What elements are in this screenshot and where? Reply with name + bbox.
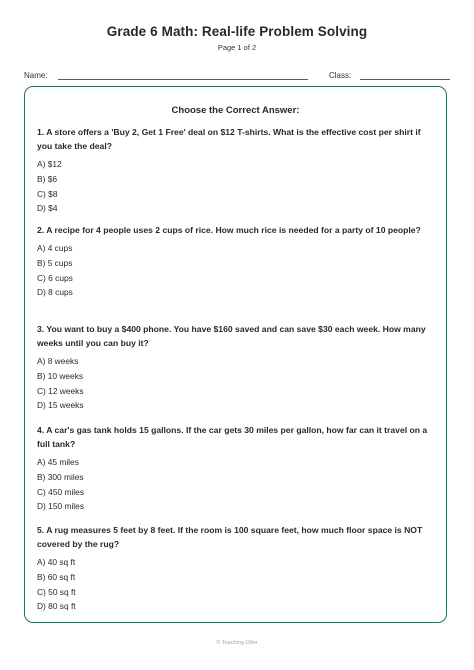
question-2	[37, 223, 437, 300]
question-text: 2. A recipe for 4 people uses 2 cups of rice. How much rice is needed for a party of 10 people?	[37, 225, 421, 235]
question-1	[37, 125, 437, 216]
answer-option[interactable]: B) 5 cups	[37, 257, 73, 268]
answer-option[interactable]: C) 6 cups	[37, 272, 73, 283]
answer-option[interactable]: B) 10 weeks	[37, 370, 84, 381]
answer-option[interactable]: D) $4	[37, 203, 58, 214]
answer-option[interactable]: A) 45 miles	[37, 457, 79, 467]
question-text: 3. You want to buy a $400 phone. You have $160 saved and can save $30 each week. How many weeks until you can buy it?	[37, 324, 426, 348]
answer-option[interactable]: B) 60 sq ft	[37, 571, 76, 582]
page-title: Grade 6 Math: Real-life Problem Solving	[106, 24, 368, 39]
answer-option[interactable]: D) 8 cups	[37, 287, 73, 298]
class-label: Class:	[329, 71, 352, 80]
page-number: Page 1 of 2	[217, 43, 257, 52]
question-text: 4. A car's gas tank holds 15 gallons. If the car gets 30 miles per gallon, how far can it travel on a full tank?	[37, 425, 428, 449]
questions-box	[24, 86, 447, 623]
question-5	[37, 523, 437, 614]
student-info-row	[24, 71, 450, 83]
page-header	[0, 24, 474, 52]
answer-options	[37, 354, 437, 413]
question-4	[37, 423, 437, 514]
question-text: 1. A store offers a 'Buy 2, Get 1 Free' deal on $12 T-shirts. What is the effective cost per shirt if you take the deal?	[37, 127, 421, 151]
answer-option[interactable]: B) $6	[37, 173, 58, 184]
answer-option[interactable]: A) $12	[37, 159, 62, 169]
answer-option[interactable]: C) 12 weeks	[37, 385, 84, 396]
answer-options	[37, 455, 437, 514]
answer-option[interactable]: A) 8 weeks	[37, 356, 79, 366]
name-label: Name:	[24, 71, 48, 80]
answer-option[interactable]: C) 450 miles	[37, 486, 85, 497]
answer-option[interactable]: A) 40 sq ft	[37, 557, 76, 567]
question-text: 5. A rug measures 5 feet by 8 feet. If the room is 100 square feet, how much floor space is NOT covered by the rug?	[37, 525, 423, 549]
answer-option[interactable]: D) 150 miles	[37, 501, 85, 512]
answer-option[interactable]: C) 50 sq ft	[37, 586, 76, 597]
answer-options	[37, 157, 437, 216]
footer-credit: © Teaching Otter	[216, 640, 258, 646]
section-title: Choose the Correct Answer:	[171, 105, 300, 116]
question-3	[37, 322, 437, 413]
answer-option[interactable]: D) 80 sq ft	[37, 601, 76, 612]
answer-options	[37, 241, 437, 300]
answer-option[interactable]: A) 4 cups	[37, 243, 73, 253]
answer-option[interactable]: D) 15 weeks	[37, 400, 84, 411]
name-field-line[interactable]	[58, 79, 308, 80]
answer-option[interactable]: C) $8	[37, 188, 58, 199]
answer-options	[37, 555, 437, 614]
answer-option[interactable]: B) 300 miles	[37, 471, 84, 482]
class-field-line[interactable]	[360, 79, 450, 80]
